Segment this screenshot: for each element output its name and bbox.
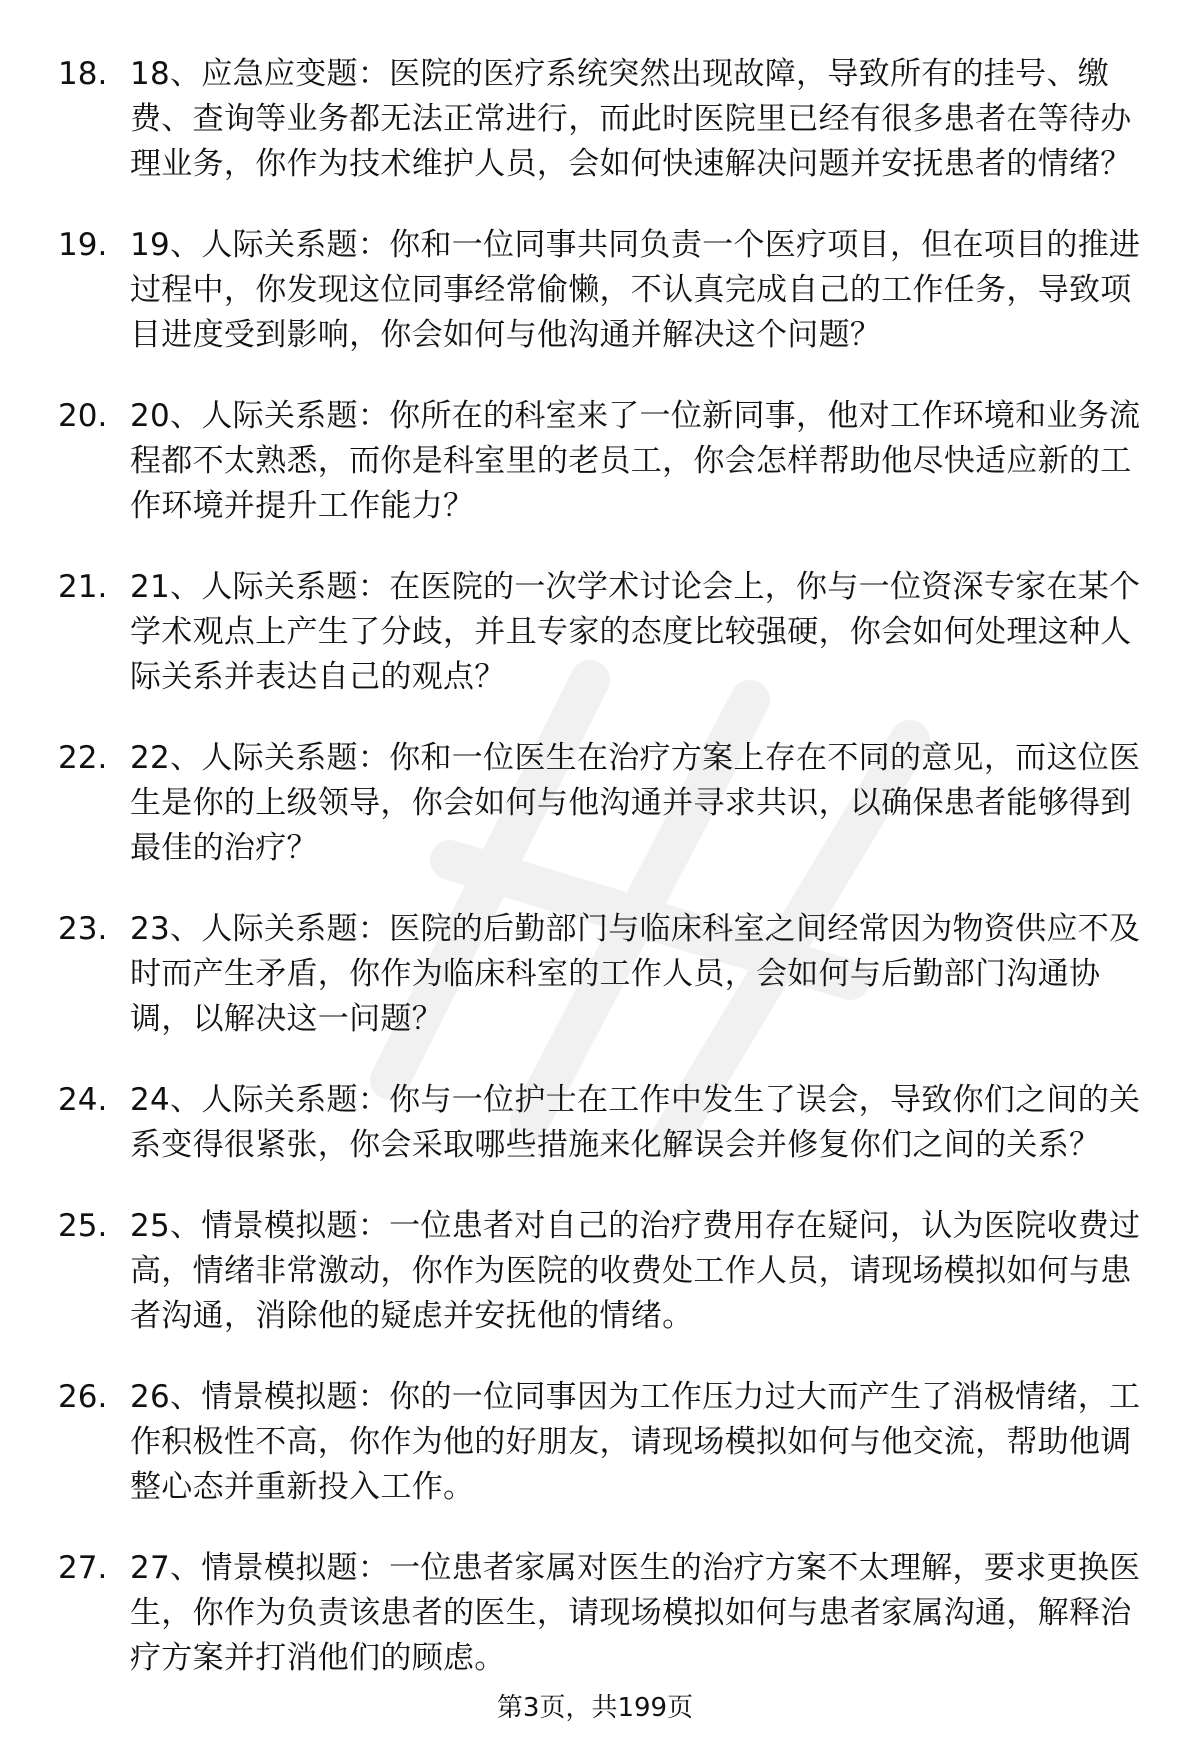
list-item <box>0 1375 1190 1510</box>
page-number: 第3页，共199页 <box>496 1693 694 1723</box>
list-item <box>0 1546 1190 1681</box>
item-number: 19. <box>58 227 108 263</box>
list-item <box>0 1204 1190 1339</box>
item-text: 18、应急应变题：医院的医疗系统突然出现故障，导致所有的挂号、缴费、查询等业务都无法正常进行，而此时医院里已经有很多患者在等待办理业务，你作为技术维护人员，会如何快速解决问题并安抚患者的情绪？ <box>130 56 1132 182</box>
item-text: 24、人际关系题：你与一位护士在工作中发生了误会，导致你们之间的关系变得很紧张，你会采取哪些措施来化解误会并修复你们之间的关系？ <box>130 1082 1141 1163</box>
list-item <box>0 52 1190 187</box>
list-item <box>0 907 1190 1042</box>
list-item <box>0 736 1190 871</box>
item-number: 26. <box>58 1379 108 1415</box>
list-item <box>0 394 1190 529</box>
item-text: 21、人际关系题：在医院的一次学术讨论会上，你与一位资深专家在某个学术观点上产生了分歧，并且专家的态度比较强硬，你会如何处理这种人际关系并表达自己的观点？ <box>130 569 1141 695</box>
item-text: 19、人际关系题：你和一位同事共同负责一个医疗项目，但在项目的推进过程中，你发现这位同事经常偷懒，不认真完成自己的工作任务，导致项目进度受到影响，你会如何与他沟通并解决这个问题？ <box>130 227 1141 353</box>
list-item <box>0 1078 1190 1168</box>
item-number: 20. <box>58 398 108 434</box>
item-number: 25. <box>58 1208 108 1244</box>
item-text: 20、人际关系题：你所在的科室来了一位新同事，他对工作环境和业务流程都不太熟悉，而你是科室里的老员工，你会怎样帮助他尽快适应新的工作环境并提升工作能力？ <box>130 398 1141 524</box>
item-text: 22、人际关系题：你和一位医生在治疗方案上存在不同的意见，而这位医生是你的上级领导，你会如何与他沟通并寻求共识，以确保患者能够得到最佳的治疗？ <box>130 740 1141 866</box>
item-number: 23. <box>58 911 108 947</box>
question-list <box>0 52 1190 1717</box>
item-text: 23、人际关系题：医院的后勤部门与临床科室之间经常因为物资供应不及时而产生矛盾，你作为临床科室的工作人员，会如何与后勤部门沟通协调，以解决这一问题？ <box>130 911 1141 1037</box>
item-text: 26、情景模拟题：你的一位同事因为工作压力过大而产生了消极情绪，工作积极性不高，你作为他的好朋友，请现场模拟如何与他交流，帮助他调整心态并重新投入工作。 <box>130 1379 1141 1505</box>
item-number: 27. <box>58 1550 108 1586</box>
item-number: 22. <box>58 740 108 776</box>
list-item <box>0 565 1190 700</box>
list-item <box>0 223 1190 358</box>
item-number: 18. <box>58 56 108 92</box>
item-number: 24. <box>58 1082 108 1118</box>
item-number: 21. <box>58 569 108 605</box>
item-text: 25、情景模拟题：一位患者对自己的治疗费用存在疑问，认为医院收费过高，情绪非常激动，你作为医院的收费处工作人员，请现场模拟如何与患者沟通，消除他的疑虑并安抚他的情绪。 <box>130 1208 1141 1334</box>
item-text: 27、情景模拟题：一位患者家属对医生的治疗方案不太理解，要求更换医生，你作为负责该患者的医生，请现场模拟如何与患者家属沟通，解释治疗方案并打消他们的顾虑。 <box>130 1550 1141 1676</box>
